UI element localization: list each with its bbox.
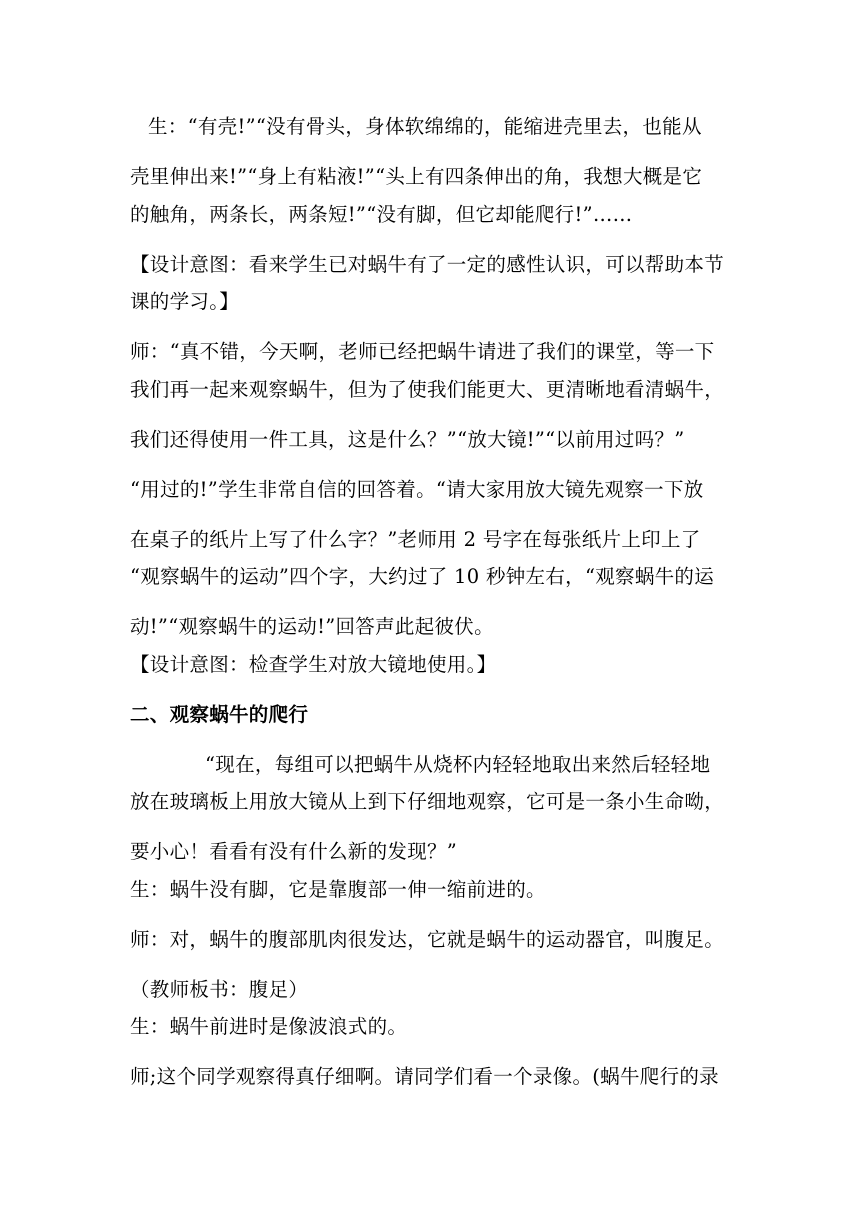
text-line-22: 师;这个同学观察得真仔细啊。请同学们看一个录像。(蜗牛爬行的录 (130, 1065, 719, 1088)
text-line-8: 我们还得使用一件工具，这是什么？”“放大镜!”“以前用过吗？” (130, 428, 685, 451)
text-line-18: 生：蜗牛没有脚，它是靠腹部一伸一缩前进的。 (130, 878, 546, 901)
section-heading: 二、观察蜗牛的爬行 (130, 703, 309, 726)
text-line-9: “用过的!”学生非常自信的回答着。“请大家用放大镜先观察一下放 (130, 478, 704, 501)
design-intent-note-1: 【设计意图：看来学生已对蜗牛有了一定的感性认识，可以帮助本节 (130, 253, 725, 276)
text-line-10: 在桌子的纸片上写了什么字？”老师用 2 号字在每张纸片上印上了 (130, 528, 701, 551)
text-line-2: 壳里伸出来!”“身上有粘液!”“头上有四条伸出的角，我想大概是它 (130, 165, 703, 188)
design-intent-note-2: 【设计意图：检查学生对放大镜地使用。】 (130, 653, 497, 676)
text-line-16: 放在玻璃板上用放大镜从上到下仔细地观察，它可是一条小生命呦， (130, 790, 725, 813)
text-line-11: “观察蜗牛的运动”四个字，大约过了 10 秒钟左右，“观察蜗牛的运 (130, 565, 715, 588)
text-line-20: （教师板书：腹足） (130, 978, 309, 1001)
design-intent-note-1-cont: 课的学习。】 (130, 290, 240, 313)
text-line-12: 动!”“观察蜗牛的运动!”回答声此起彼伏。 (130, 615, 494, 638)
text-line-7: 我们再一起来观察蜗牛，但为了使我们能更大、更清晰地看清蜗牛， (130, 378, 725, 401)
text-line-17: 要小心！看看有没有什么新的发现？” (130, 840, 458, 863)
text-line-19: 师：对，蜗牛的腹部肌肉很发达，它就是蜗牛的运动器官，叫腹足。 (130, 928, 725, 951)
text-line-21: 生：蜗牛前进时是像波浪式的。 (130, 1015, 408, 1038)
text-line-6: 师：“真不错，今天啊，老师已经把蜗牛请进了我们的课堂，等一下 (130, 340, 715, 363)
text-line-15: “现在，每组可以把蜗牛从烧杯内轻轻地取出来然后轻轻地 (205, 753, 711, 776)
text-line-3: 的触角，两条长，两条短!”“没有脚，但它却能爬行!”…… (130, 203, 633, 226)
text-line-1: 生：“有壳!”“没有骨头，身体软绵绵的，能缩进壳里去，也能从 (148, 115, 702, 138)
